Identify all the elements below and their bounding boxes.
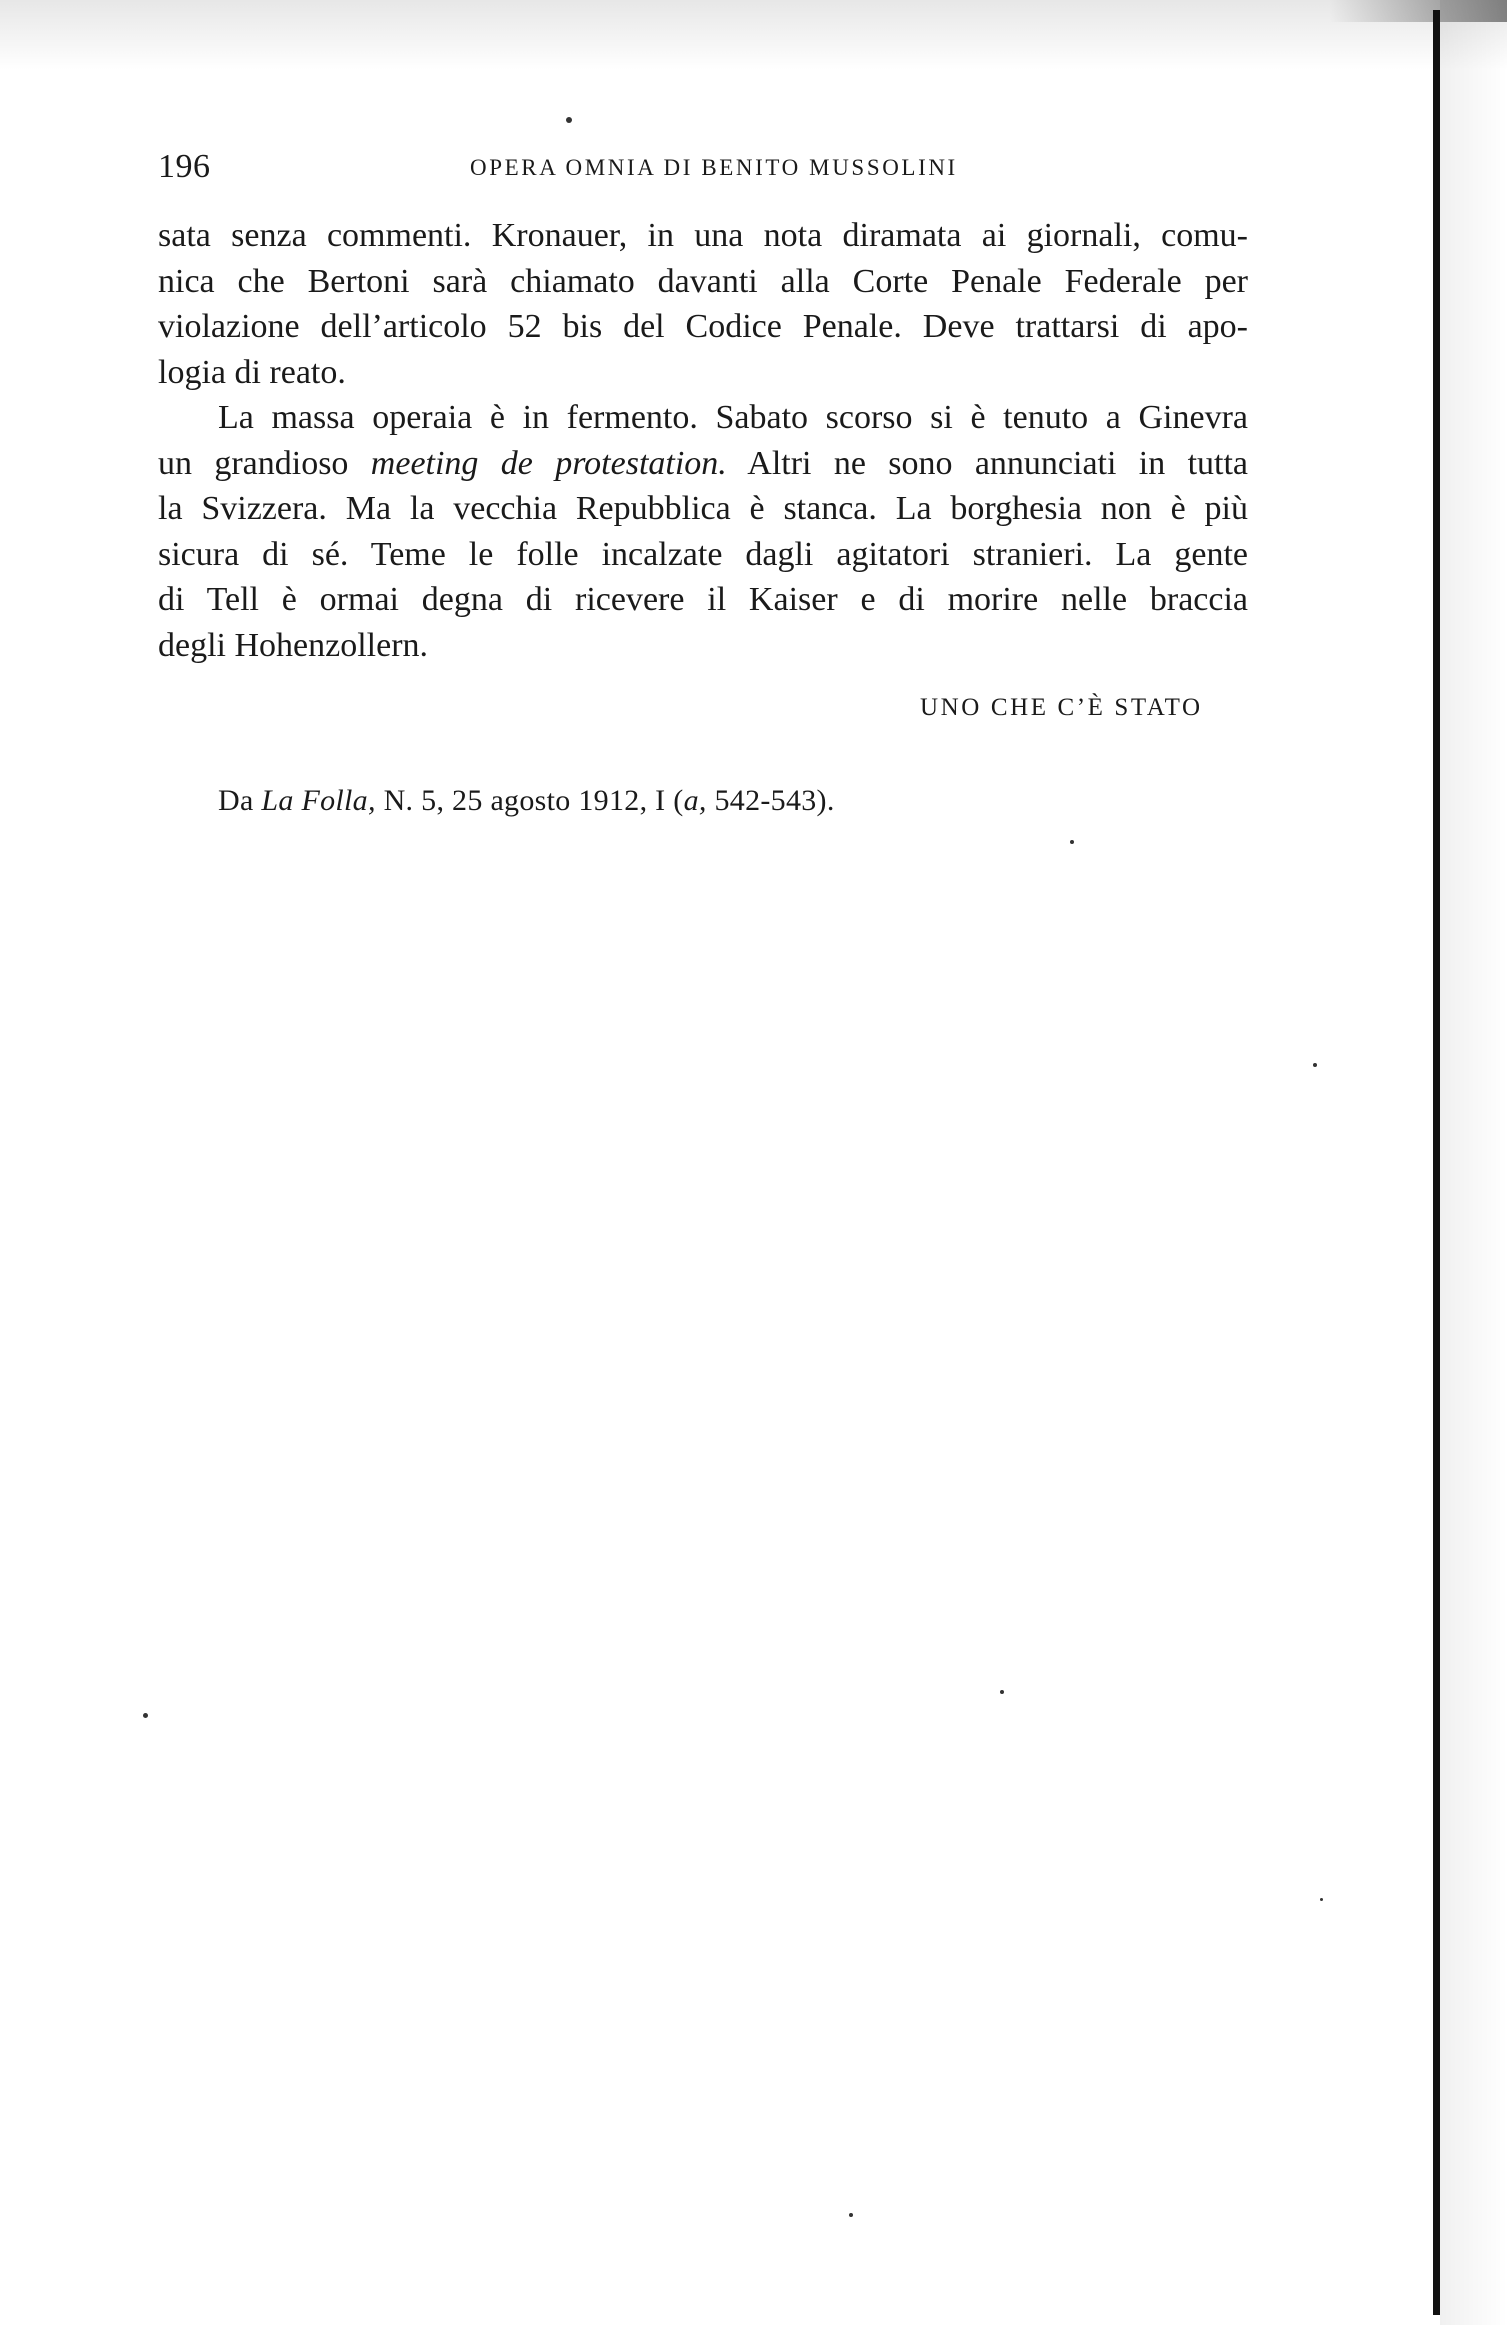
scan-speck [849, 2213, 853, 2217]
scan-right-shadow [1440, 0, 1507, 2325]
running-title: OPERA OMNIA DI BENITO MUSSOLINI [470, 155, 958, 180]
text-line: sicura di sé. Teme le folle incalzate dagli agitatori stranieri. La gente [158, 535, 1248, 573]
scan-speck [566, 117, 572, 123]
italic-phrase: meeting de protestation. [370, 444, 727, 482]
citation-pages: 542-543). [706, 784, 835, 817]
scan-speck [1070, 840, 1074, 844]
text-line: la Svizzera. Ma la vecchia Repubblica è stanca. La borghesia non è più [158, 490, 1248, 527]
citation-prefix: Da [218, 784, 262, 817]
text-line: sata senza commenti. Kronauer, in una nota diramata ai giornali, comu- [158, 217, 1248, 254]
text-line: di Tell è ormai degna di ricevere il Kaiser e di morire nelle braccia [158, 581, 1248, 618]
scan-speck [143, 1713, 148, 1718]
body-text [158, 213, 1248, 668]
scan-top-edge [0, 0, 1507, 70]
text-line: nica che Bertoni sarà chiamato davanti alla Corte Penale Federale per [158, 262, 1248, 300]
running-head [158, 148, 1258, 188]
scan-speck [1320, 1898, 1323, 1901]
paragraph-2 [158, 395, 1248, 668]
author-signature: UNO CHE C’È STATO [920, 694, 1203, 721]
text-line: La massa operaia è in fermento. Sabato scorso si è tenuto a Ginevra [218, 399, 1248, 436]
scan-right-border [1433, 10, 1440, 2315]
text-line: logia di reato. [158, 353, 346, 391]
page-number: 196 [158, 148, 211, 185]
scan-speck [1313, 1063, 1317, 1067]
text-segment: un grandioso [158, 444, 371, 482]
source-citation [218, 784, 835, 818]
text-line: degli Hohenzollern. [158, 626, 429, 664]
text-line [158, 441, 1248, 487]
text-segment: Altri ne sono annunciati in tutta [726, 444, 1249, 482]
scan-speck [1000, 1690, 1004, 1694]
paragraph-1 [158, 213, 1248, 395]
citation-details: N. 5, 25 agosto 1912, I ( [375, 784, 684, 817]
text-line: violazione dell’articolo 52 bis del Codice Penale. Deve trattarsi di apo- [158, 308, 1248, 345]
citation-ref: a, [683, 784, 707, 817]
publication-title: La Folla, [261, 784, 376, 817]
